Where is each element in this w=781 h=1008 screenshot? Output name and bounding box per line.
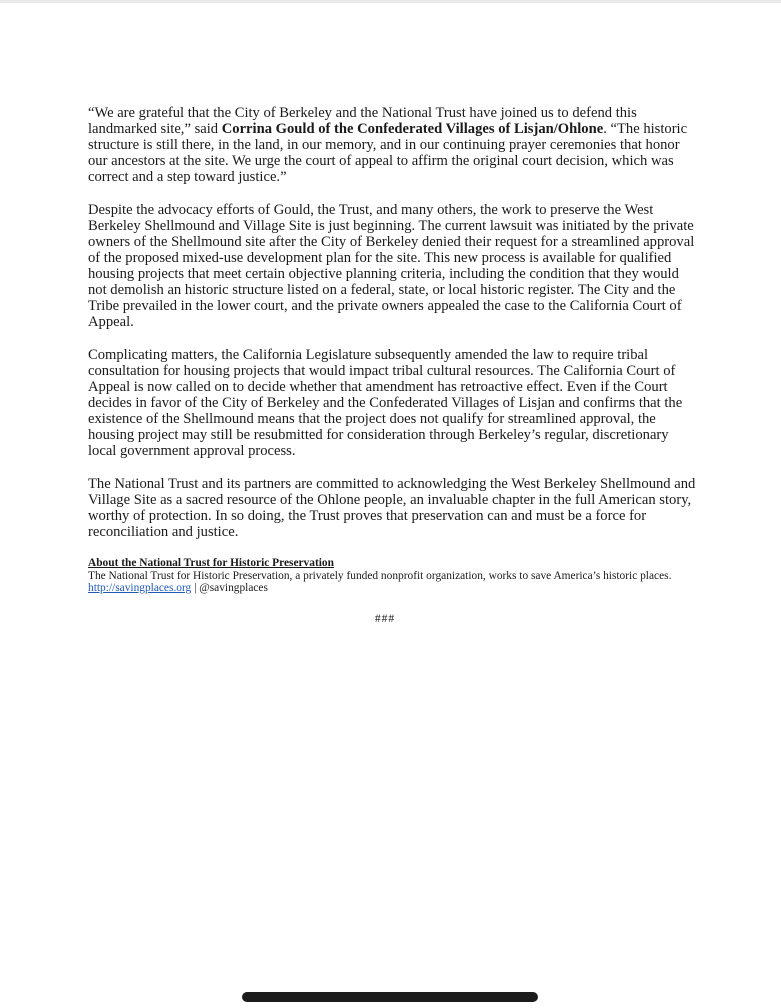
quote-intro: “We are grateful that the City of Berkeley and the National Trust have joined us to defend this landmarked site,” said: [88, 105, 637, 137]
quote-body: . “The historic structure is still there, in the land, in our memory, and in our continuing prayer ceremonies that honor our ancestors at the site. We urge the court of appeal to affirm the original court decision, which was correct and a step toward justice.”: [88, 121, 688, 185]
paragraph-quote: [88, 105, 696, 185]
paragraph-legislature: Complicating matters, the California Legislature subsequently amended the law to require tribal consultation for housing projects that would impact tribal cultural resources. The California Court of Appeal is now called on to decide whether that amendment has retroactive effect. Even if the Court decides in favor of the City of Berkeley and the Confederated Villages of Lisjan and confirms that the existence of the Shellmound means that the project does not qualify for streamlined approval, the housing project may still be resubmitted for consideration through Berkeley’s regular, discretionary local government approval process.: [88, 347, 683, 459]
home-indicator-bar[interactable]: [242, 992, 538, 1002]
document-page: [88, 105, 696, 625]
about-section: [88, 557, 696, 595]
about-body: The National Trust for Historic Preservation, a privately funded nonprofit organization, works to save America’s historic places.: [88, 569, 672, 582]
quote-speaker: Corrina Gould of the Confederated Villages of Lisjan/Ohlone: [221, 121, 604, 137]
savingplaces-link[interactable]: http://savingplaces.org: [88, 582, 192, 595]
about-separator: |: [191, 582, 200, 595]
about-heading: About the National Trust for Historic Preservation: [88, 557, 334, 569]
top-edge-rule: [0, 0, 781, 3]
paragraph-commitment: The National Trust and its partners are committed to acknowledging the West Berkeley Shellmound and Village Site as a sacred resource of the Ohlone people, an invaluable chapter in the full American story, worthy of protection. In so doing, the Trust proves that preservation can and must be a force for reconciliation and justice.: [88, 476, 696, 540]
social-handle: @savingplaces: [199, 582, 268, 595]
paragraph-lawsuit: Despite the advocacy efforts of Gould, the Trust, and many others, the work to preserve the West Berkeley Shellmound and Village Site is just beginning. The current lawsuit was initiated by the private owners of the Shellmound site after the City of Berkeley denied their request for a streamlined approval of the proposed mixed-use development plan for the site. This new process is available for qualified housing projects that meet certain objective planning criteria, including the condition that they would not demolish an historic structure listed on a federal, state, or local historic register. The City and the Tribe prevailed in the lower court, and the private owners appealed the case to the California Court of Appeal.: [88, 202, 695, 330]
end-mark: ###: [374, 612, 396, 625]
